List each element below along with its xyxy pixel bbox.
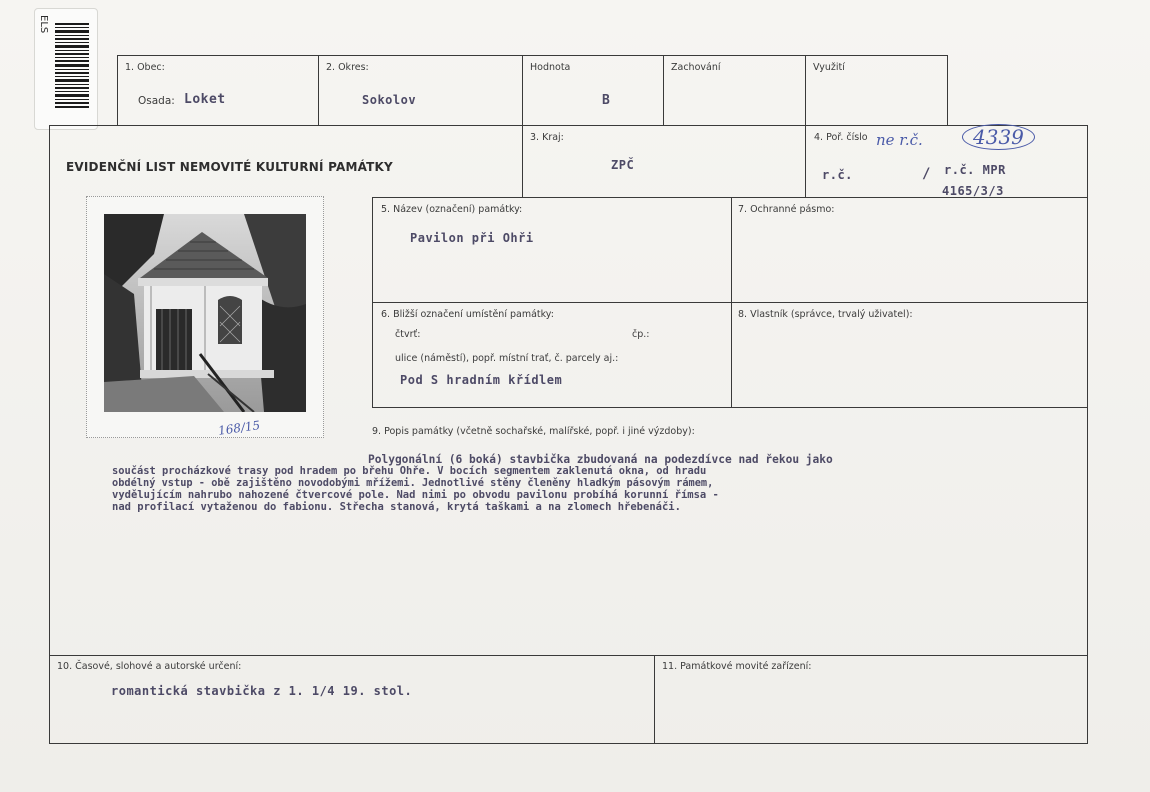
kraj-value: ZPČ [611,158,635,172]
osada-value: Loket [184,92,226,107]
handwritten-number: 4339 [962,124,1035,150]
casove-label: 10. Časové, slohové a autorské určení: [57,661,242,672]
ctvrt-label: čtvrť: [395,329,421,340]
popis-line-2: součást procházkové trasy pod hradem po břehu Ohře. V bocích segmentem zaklenutá okna, od hradu [112,465,707,477]
cp-label: čp.: [632,329,650,340]
umisteni-label: 6. Bližší označení umístění památky: [381,309,554,320]
hodnota-value: B [602,93,611,108]
movite-label: 11. Památkové movité zařízení: [662,661,812,672]
popis-line-5: nad profilací vytaženou do fabionu. Střecha stanová, krytá taškami a na zlomech hřebenáči. [112,501,681,513]
form-title: EVIDENČNÍ LIST NEMOVITÉ KULTURNÍ PAMÁTKY [66,160,393,174]
okres-value: Sokolov [362,93,417,107]
por-cislo-label: 4. Poř. číslo [814,132,868,143]
photo-caption: 168/15 [217,418,261,438]
casove-value: romantická stavbička z 1. 1/4 19. stol. [111,684,413,698]
popis-line-1: Polygonální (6 boká) stavbička zbudovaná na podezdívce nad řekou jako [368,453,833,466]
kraj-label: 3. Kraj: [530,132,564,143]
barcode-icon [55,23,89,109]
nazev-label: 5. Název (označení) památky: [381,204,523,215]
obec-label: 1. Obec: [125,62,165,73]
barcode-text: ELS [38,15,49,34]
pavilion-photo [104,214,306,412]
por-cislo-right-1: r.č. MPR [944,163,1006,177]
popis-line-3: obdélný vstup - obě zajištěno novodobými mřížemi. Jednotlivé stěny členěny hladkým pásovým rámem, [112,477,714,489]
ochranne-pasmo-label: 7. Ochranné pásmo: [738,204,835,215]
hodnota-label: Hodnota [530,62,571,73]
nazev-value: Pavilon při Ohři [410,231,534,245]
vlastnik-label: 8. Vlastník (správce, trvalý uživatel): [738,309,913,320]
por-cislo-slash: / [922,166,931,182]
zachovani-label: Zachování [671,62,721,73]
por-cislo-left: r.č. [822,168,853,182]
barcode-label [34,8,98,130]
popis-label: 9. Popis památky (včetně sochařské, malířské, popř. i jiné výzdoby): [372,426,695,437]
popis-line-4: vydělujícím nahrubo nahozené čtvercové pole. Nad nimi po obvodu pavilonu probíhá korunní římsa - [112,489,719,501]
kraj-box [522,125,806,198]
osada-label: Osada: [138,95,175,107]
okres-label: 2. Okres: [326,62,369,73]
por-cislo-right-2: 4165/3/3 [942,184,1004,198]
vyuziti-label: Využití [813,62,845,73]
ulice-label: ulice (náměstí), popř. místní trať, č. parcely aj.: [395,353,619,364]
handwritten-note: ne r.č. [876,131,923,149]
umisteni-value: Pod S hradním křídlem [400,373,563,387]
